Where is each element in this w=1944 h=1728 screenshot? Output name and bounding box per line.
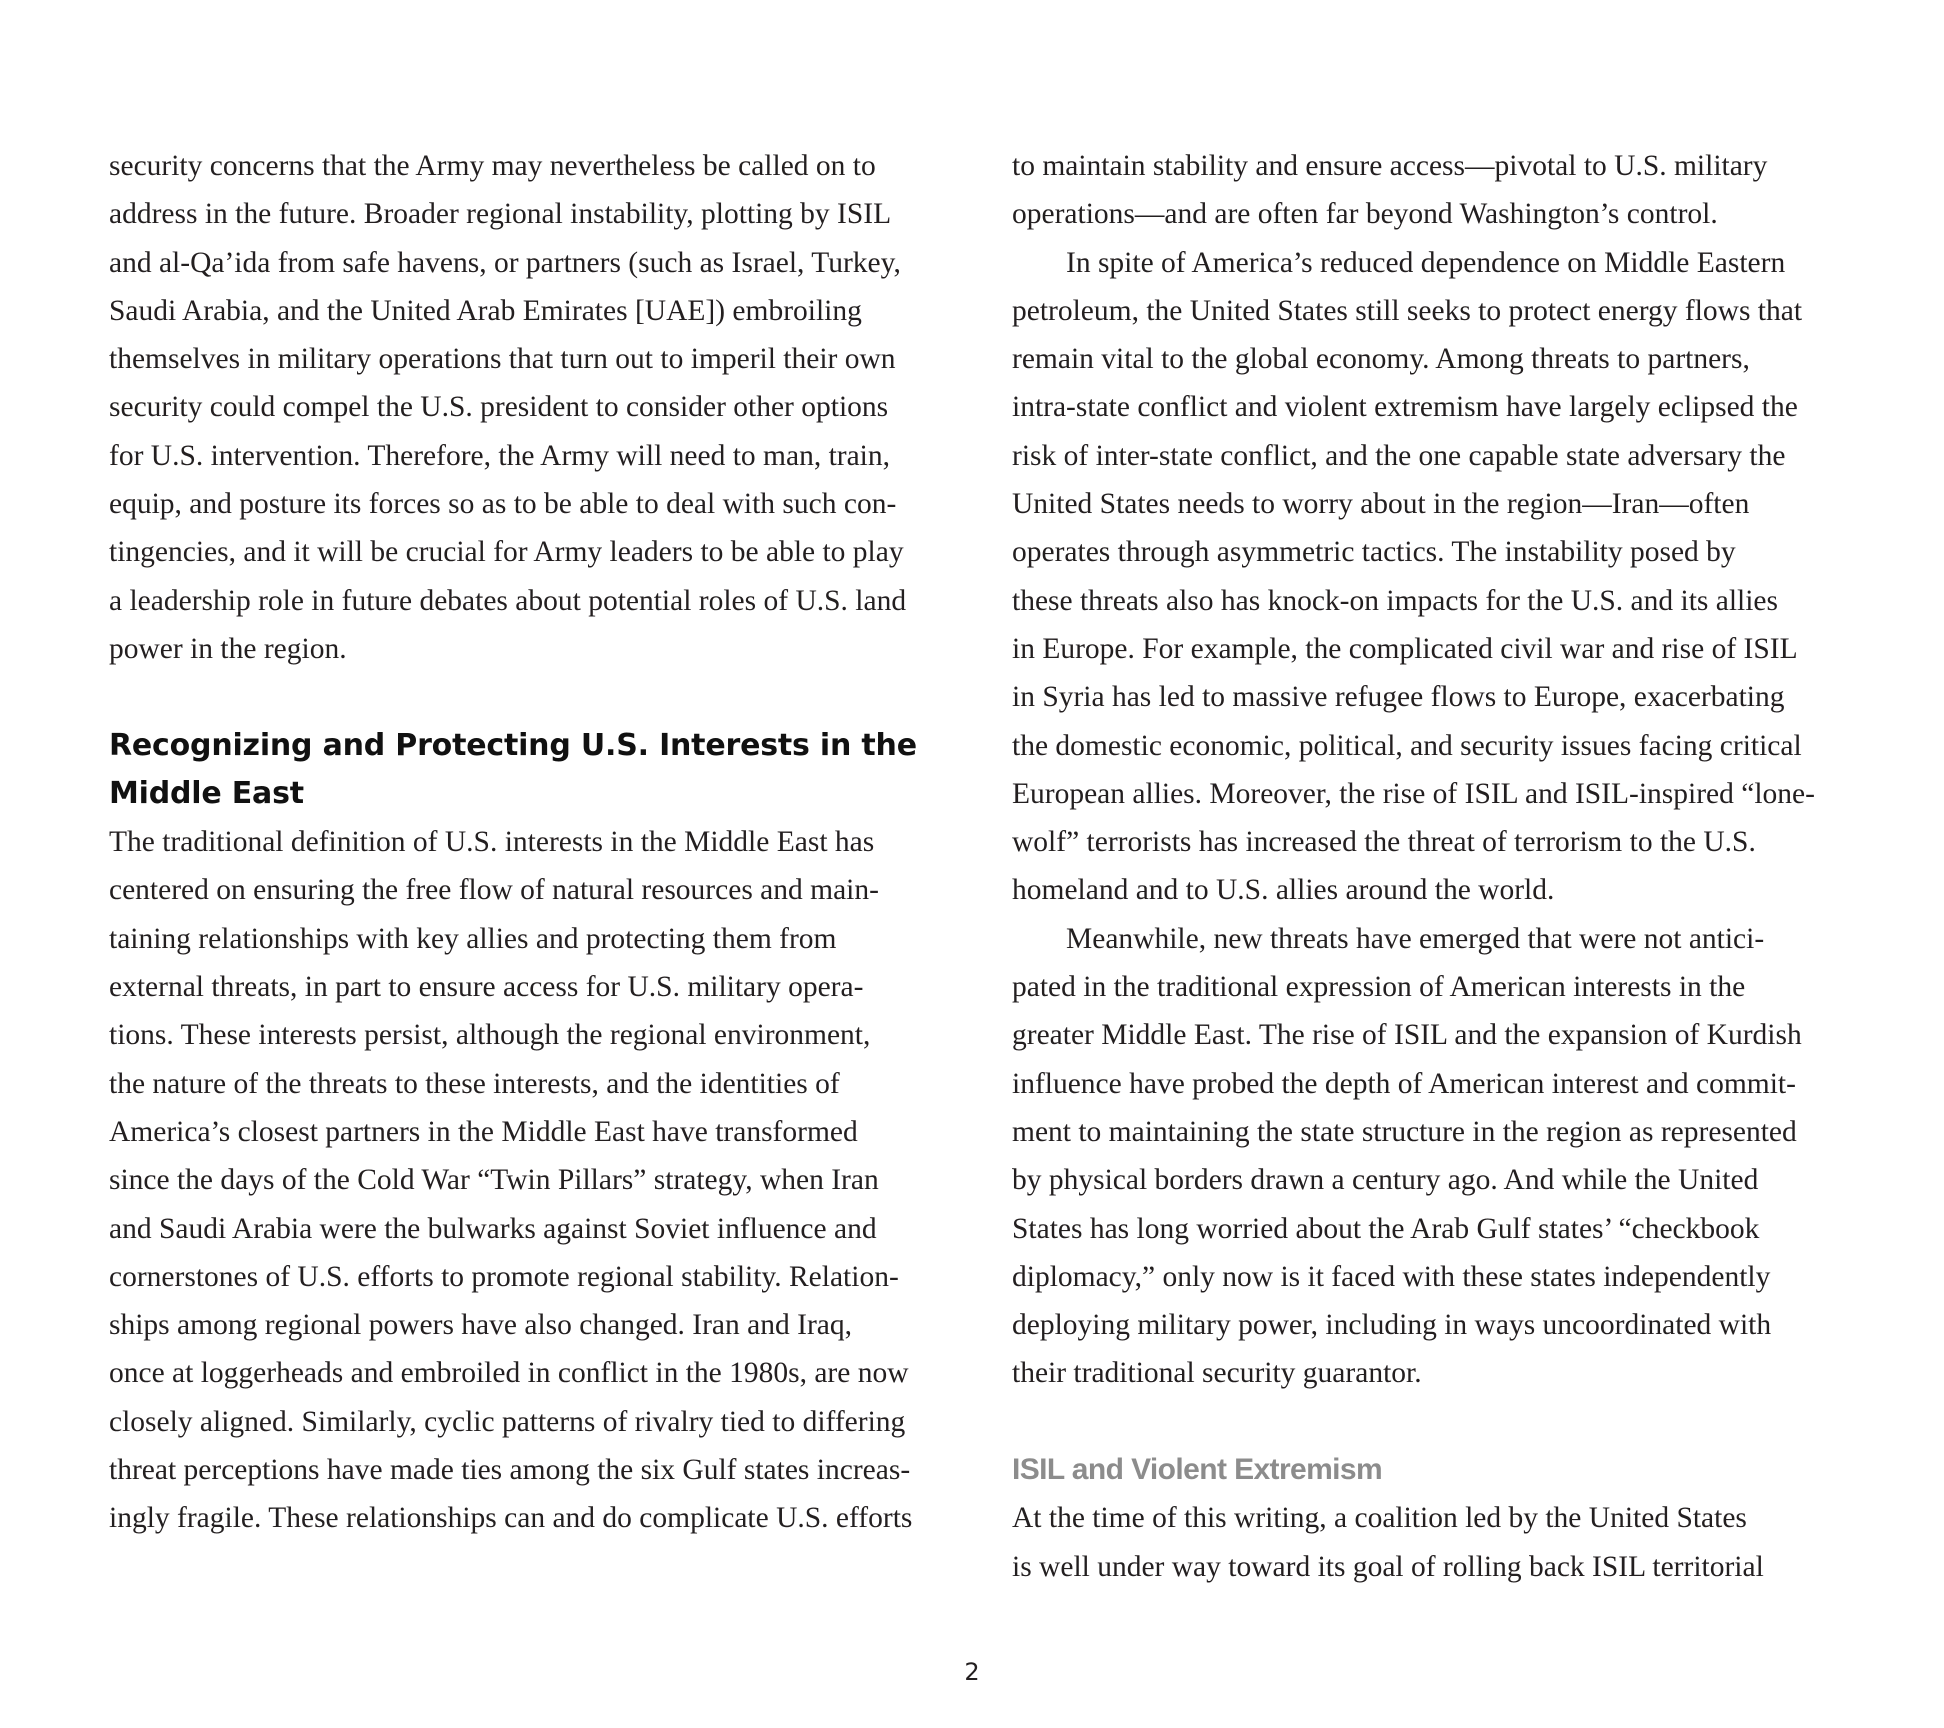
text-line: petroleum, the United States still seeks to protect energy flows that <box>1012 294 1803 327</box>
text-line: since the days of the Cold War “Twin Pillars” strategy, when Iran <box>109 1164 879 1197</box>
text-line: a leadership role in future debates about potential roles of U.S. land <box>109 584 907 617</box>
text-line: external threats, in part to ensure access for U.S. military opera- <box>109 971 864 1004</box>
text-line: equip, and posture its forces so as to be able to deal with such con- <box>109 488 897 521</box>
text-line: in Europe. For example, the complicated civil war and rise of ISIL <box>1012 632 1798 665</box>
text-line: the nature of the threats to these interests, and the identities of <box>109 1067 840 1100</box>
text-line: and Saudi Arabia were the bulwarks against Soviet influence and <box>109 1212 877 1245</box>
text-line: by physical borders drawn a century ago. And while the United <box>1012 1164 1759 1197</box>
text-line: operations—and are often far beyond Washington’s control. <box>1012 198 1718 231</box>
new-threats-paragraph <box>1012 915 1862 1398</box>
text-line: and al-Qa’ida from safe havens, or partners (such as Israel, Turkey, <box>109 246 901 279</box>
text-line: diplomacy,” only now is it faced with these states independently <box>1012 1260 1771 1293</box>
text-line: power in the region. <box>109 632 347 665</box>
text-line: cornerstones of U.S. efforts to promote regional stability. Relation- <box>109 1260 899 1293</box>
spacer <box>1012 1398 1862 1446</box>
page-number: 2 <box>964 1658 980 1686</box>
text-line: threat perceptions have made ties among the six Gulf states increas- <box>109 1454 911 1487</box>
text-line: centered on ensuring the free flow of natural resources and main- <box>109 874 879 907</box>
text-line: themselves in military operations that turn out to imperil their own <box>109 343 896 376</box>
text-line: remain vital to the global economy. Among threats to partners, <box>1012 343 1750 376</box>
text-line: deploying military power, including in ways uncoordinated with <box>1012 1309 1772 1342</box>
body-paragraph <box>109 818 959 1542</box>
text-line: address in the future. Broader regional instability, plotting by ISIL <box>109 198 892 231</box>
text-line: United States needs to worry about in the region—Iran—often <box>1012 488 1750 521</box>
text-line: is well under way toward its goal of rolling back ISIL territorial <box>1012 1550 1764 1583</box>
text-line: tingencies, and it will be crucial for Army leaders to be able to play <box>109 536 904 569</box>
text-line: European allies. Moreover, the rise of ISIL and ISIL-inspired “lone- <box>1012 777 1815 810</box>
subsection-heading: ISIL and Violent Extremism <box>1012 1453 1383 1487</box>
heading-line: Recognizing and Protecting U.S. Interests in the <box>109 727 917 763</box>
spacer <box>109 673 959 721</box>
isil-paragraph <box>1012 1494 1862 1591</box>
text-line: once at loggerheads and embroiled in conflict in the 1980s, are now <box>109 1357 909 1390</box>
continued-paragraph <box>1012 142 1862 239</box>
text-line: their traditional security guarantor. <box>1012 1357 1422 1390</box>
text-line: homeland and to U.S. allies around the world. <box>1012 874 1555 907</box>
text-line: for U.S. intervention. Therefore, the Army will need to man, train, <box>109 439 891 472</box>
intro-paragraph <box>109 142 959 673</box>
left-column <box>109 142 959 1543</box>
text-line: At the time of this writing, a coalition led by the United States <box>1012 1502 1747 1535</box>
text-line: ships among regional powers have also changed. Iran and Iraq, <box>109 1309 852 1342</box>
text-line: in Syria has led to massive refugee flows to Europe, exacerbating <box>1012 681 1785 714</box>
text-line: security could compel the U.S. president to consider other options <box>109 391 889 424</box>
text-line: The traditional definition of U.S. interests in the Middle East has <box>109 826 875 859</box>
text-line: ment to maintaining the state structure in the region as represented <box>1012 1115 1797 1148</box>
text-line: security concerns that the Army may nevertheless be called on to <box>109 150 876 182</box>
text-line: taining relationships with key allies and protecting them from <box>109 922 837 955</box>
text-line: ingly fragile. These relationships can and do complicate U.S. efforts <box>109 1502 913 1535</box>
section-heading <box>109 722 959 819</box>
text-line: tions. These interests persist, although the regional environment, <box>109 1019 871 1052</box>
text-line: pated in the traditional expression of American interests in the <box>1012 971 1746 1004</box>
text-line: States has long worried about the Arab Gulf states’ “checkbook <box>1012 1212 1760 1245</box>
text-line: Saudi Arabia, and the United Arab Emirates [UAE]) embroiling <box>109 294 862 327</box>
text-line: Meanwhile, new threats have emerged that were not antici- <box>1066 922 1765 955</box>
text-line: influence have probed the depth of American interest and commit- <box>1012 1067 1796 1100</box>
text-line: to maintain stability and ensure access—pivotal to U.S. military <box>1012 150 1768 182</box>
text-line: greater Middle East. The rise of ISIL and the expansion of Kurdish <box>1012 1019 1802 1052</box>
text-line: In spite of America’s reduced dependence on Middle Eastern <box>1066 246 1786 279</box>
heading-line: Middle East <box>109 775 304 811</box>
text-line: the domestic economic, political, and security issues facing critical <box>1012 729 1802 762</box>
text-line: wolf” terrorists has increased the threat of terrorism to the U.S. <box>1012 826 1756 859</box>
text-line: intra-state conflict and violent extremism have largely eclipsed the <box>1012 391 1798 424</box>
text-line: operates through asymmetric tactics. The instability posed by <box>1012 536 1736 569</box>
text-line: risk of inter-state conflict, and the one capable state adversary the <box>1012 439 1786 472</box>
right-column <box>1012 142 1862 1591</box>
energy-paragraph <box>1012 239 1862 915</box>
text-line: America’s closest partners in the Middle East have transformed <box>109 1115 858 1148</box>
text-line: closely aligned. Similarly, cyclic patterns of rivalry tied to differing <box>109 1405 906 1438</box>
text-line: these threats also has knock-on impacts for the U.S. and its allies <box>1012 584 1779 617</box>
